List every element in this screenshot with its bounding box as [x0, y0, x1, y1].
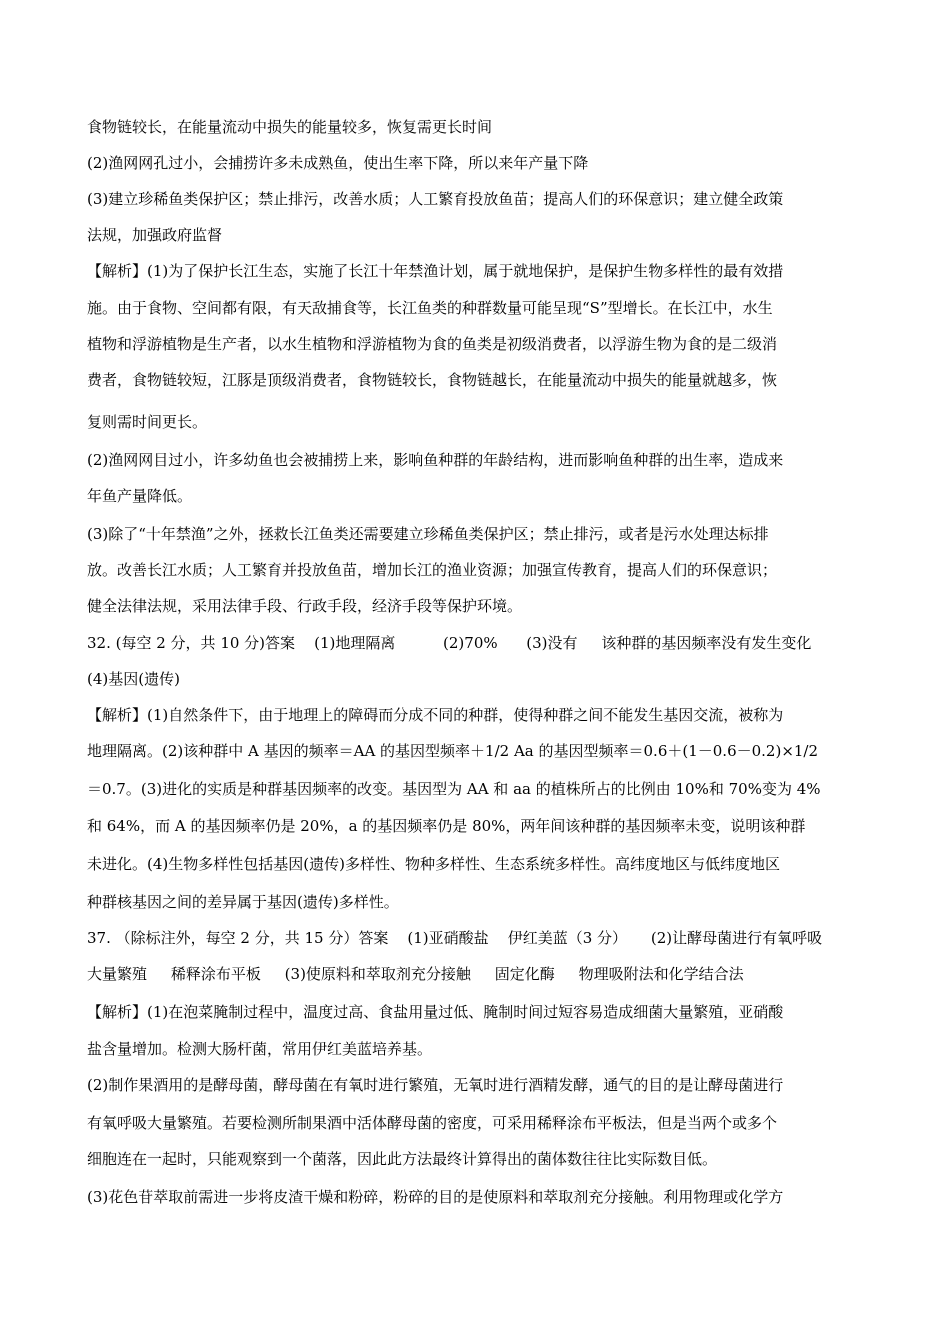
- text-line: (2)渔网网孔过小，会捕捞许多未成熟鱼，使出生率下降，所以来年产量下降: [87, 154, 589, 172]
- text-line: 37. （除标注外，每空 2 分，共 15 分）答案 (1)亚硝酸盐 伊红美蓝（3 分） (2)让酵母菌进行有氧呼吸: [87, 929, 823, 947]
- text-line: 种群核基因之间的差异属于基因(遗传)多样性。: [87, 893, 399, 911]
- text-line: 地理隔离。(2)该种群中 A 基因的频率＝AA 的基因型频率＋1/2 Aa 的基因型频率＝0.6＋(1－0.6－0.2)×1/2: [87, 742, 819, 760]
- text-line: ＝0.7。(3)进化的实质是种群基因频率的改变。基因型为 AA 和 aa 的植株所占的比例由 10%和 70%变为 4%: [87, 780, 821, 798]
- text-line: 植物和浮游植物是生产者，以水生植物和浮游植物为食的鱼类是初级消费者，以浮游生物为食的是二级消: [87, 335, 778, 353]
- text-line: (2)制作果酒用的是酵母菌，酵母菌在有氧时进行繁殖，无氧时进行酒精发酵，通气的目的是让酵母菌进行: [87, 1076, 784, 1094]
- text-line: 大量繁殖 稀释涂布平板 (3)使原料和萃取剂充分接触 固定化酶 物理吸附法和化学结合法: [87, 965, 744, 983]
- text-line: 【解析】(1)自然条件下，由于地理上的障碍而分成不同的种群，使得种群之间不能发生基因交流，被称为: [87, 706, 784, 724]
- text-line: 食物链较长，在能量流动中损失的能量较多，恢复需更长时间: [87, 118, 493, 136]
- text-line: 有氧呼吸大量繁殖。若要检测所制果酒中活体酵母菌的密度，可采用稀释涂布平板法，但是当两个或多个: [87, 1114, 778, 1132]
- text-line: 费者，食物链较短，江豚是顶级消费者，食物链较长，食物链越长，在能量流动中损失的能量就越多，恢: [87, 371, 778, 389]
- text-line: 盐含量增加。检测大肠杆菌，常用伊红美蓝培养基。: [87, 1040, 433, 1058]
- text-line: 法规，加强政府监督: [87, 226, 223, 244]
- text-line: (3)除了“十年禁渔”之外，拯救长江鱼类还需要建立珍稀鱼类保护区；禁止排污，或者是污水处理达标排: [87, 525, 769, 543]
- text-line: 【解析】(1)为了保护长江生态，实施了长江十年禁渔计划，属于就地保护，是保护生物多样性的最有效措: [87, 262, 784, 280]
- text-line: 复则需时间更长。: [87, 413, 208, 431]
- text-line: 未进化。(4)生物多样性包括基因(遗传)多样性、物种多样性、生态系统多样性。高纬度地区与低纬度地区: [87, 855, 780, 873]
- text-line: 施。由于食物、空间都有限，有天敌捕食等，长江鱼类的种群数量可能呈现“S”型增长。在长江中，水生: [87, 299, 773, 317]
- text-line: 32. (每空 2 分，共 10 分)答案 (1)地理隔离 (2)70% (3)没有 该种群的基因频率没有发生变化: [87, 634, 812, 652]
- text-line: 健全法律法规，采用法律手段、行政手段，经济手段等保护环境。: [87, 597, 523, 615]
- text-line: (3)花色苷萃取前需进一步将皮渣干燥和粉碎，粉碎的目的是使原料和萃取剂充分接触。利用物理或化学方: [87, 1188, 784, 1206]
- text-line: 年鱼产量降低。: [87, 487, 193, 505]
- text-line: 放。改善长江水质；人工繁育并投放鱼苗，增加长江的渔业资源；加强宣传教育，提高人们的环保意识；: [87, 561, 778, 579]
- text-line: 和 64%，而 A 的基因频率仍是 20%，a 的基因频率仍是 80%，两年间该种群的基因频率未变，说明该种群: [87, 817, 806, 835]
- text-line: (3)建立珍稀鱼类保护区；禁止排污，改善水质；人工繁育投放鱼苗；提高人们的环保意识；建立健全政策: [87, 190, 784, 208]
- text-line: 细胞连在一起时，只能观察到一个菌落，因此此方法最终计算得出的菌体数往往比实际数目低。: [87, 1150, 718, 1168]
- text-line: (2)渔网网目过小，许多幼鱼也会被捕捞上来，影响鱼种群的年龄结构，进而影响鱼种群的出生率，造成来: [87, 451, 784, 469]
- text-line: (4)基因(遗传): [87, 670, 180, 688]
- text-line: 【解析】(1)在泡菜腌制过程中，温度过高、食盐用量过低、腌制时间过短容易造成细菌大量繁殖，亚硝酸: [87, 1003, 784, 1021]
